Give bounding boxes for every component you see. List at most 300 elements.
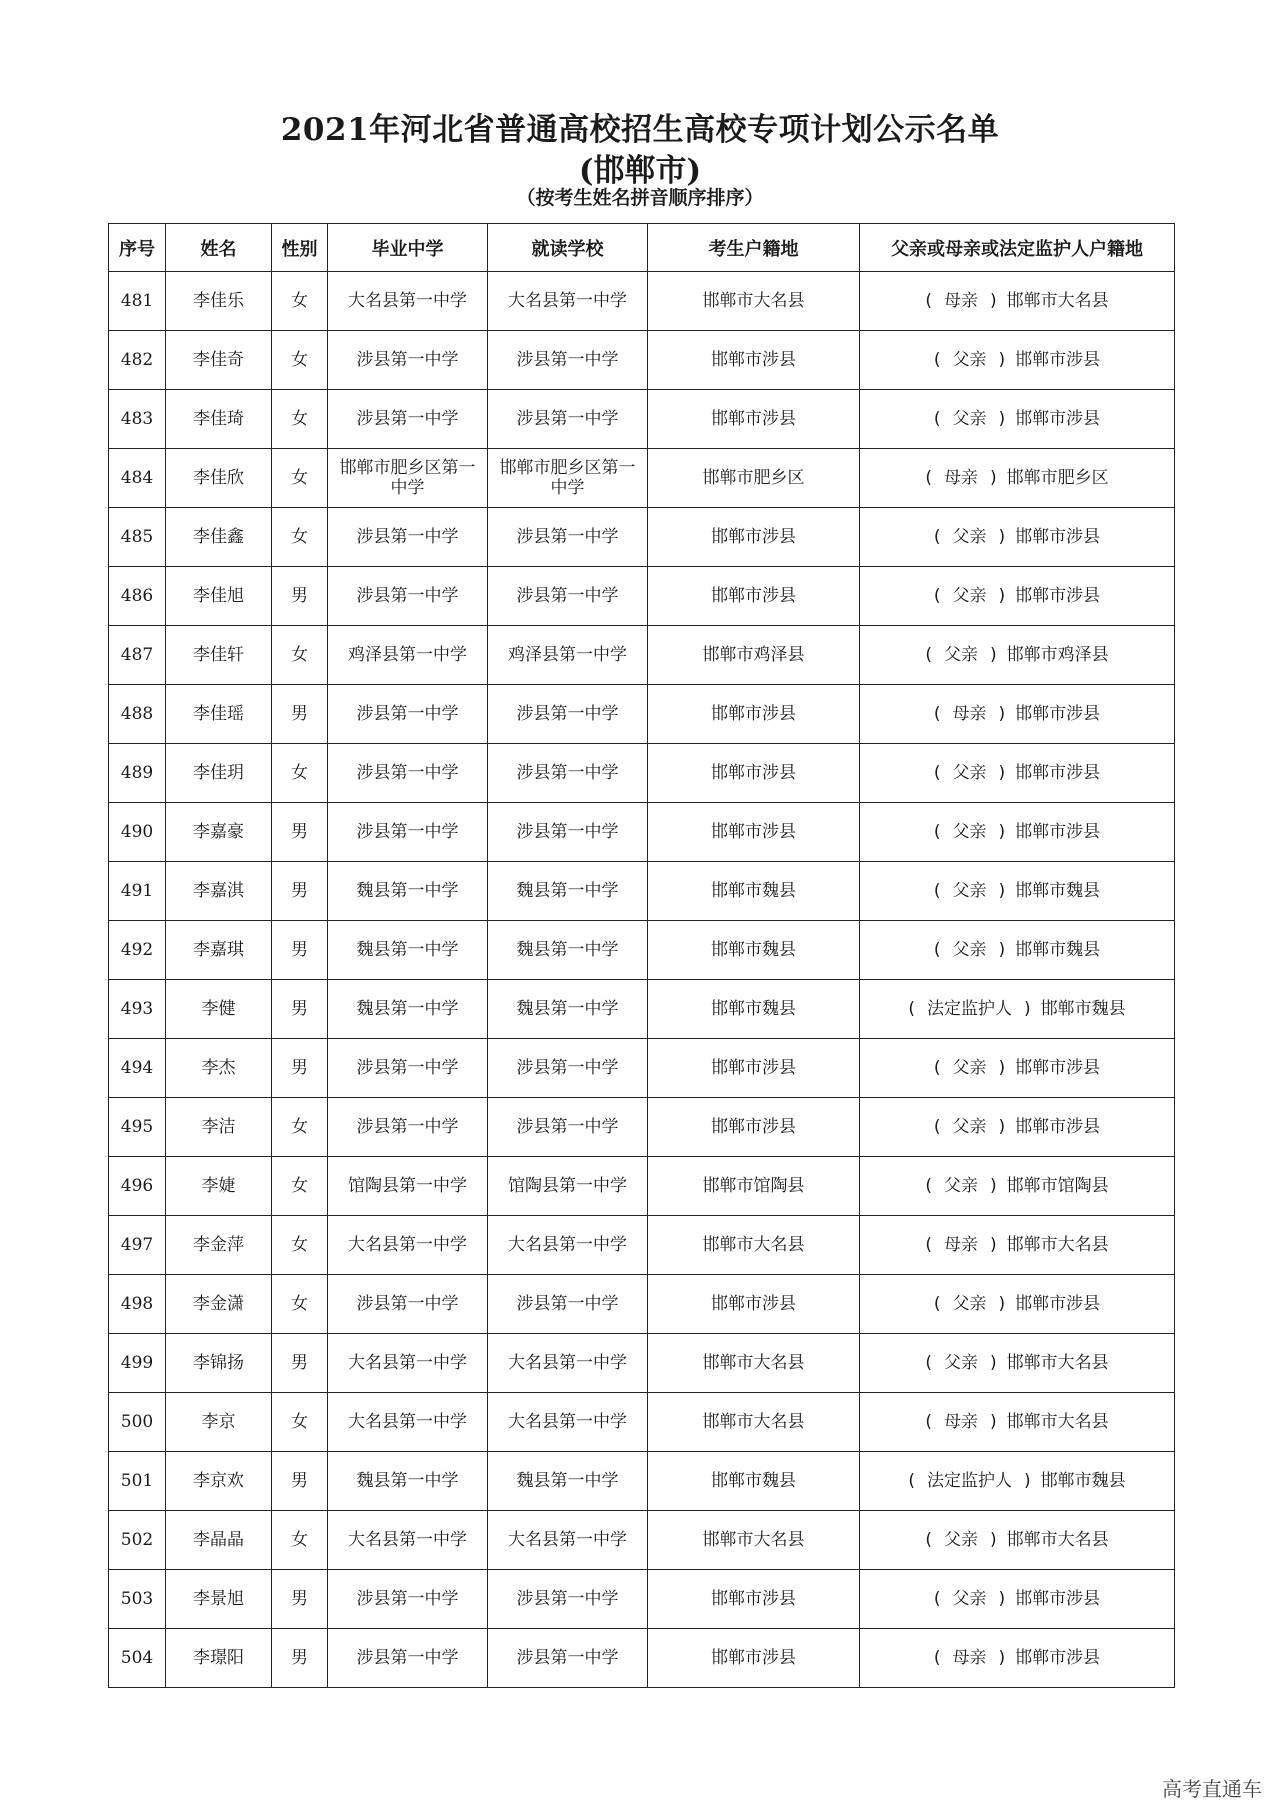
cell-hukou: 邯郸市涉县 [648, 1629, 860, 1688]
cell-hukou: 邯郸市涉县 [648, 1098, 860, 1157]
guardian-hukou: 邯郸市大名县 [1006, 291, 1109, 311]
guardian-hukou: 邯郸市魏县 [1015, 881, 1101, 901]
cell-no: 504 [109, 1629, 166, 1688]
paren-close: ) [990, 1412, 997, 1432]
guardian-hukou: 邯郸市大名县 [1006, 1412, 1109, 1432]
cell-hukou: 邯郸市大名县 [648, 1393, 860, 1452]
cell-name: 李景旭 [166, 1570, 272, 1629]
cell-name: 李京欢 [166, 1452, 272, 1511]
guardian-hukou: 邯郸市肥乡区 [1006, 468, 1109, 488]
cell-hukou: 邯郸市魏县 [648, 862, 860, 921]
cell-guardian [860, 1393, 1175, 1452]
table-row [109, 980, 1175, 1039]
paren-open: ( [933, 1589, 941, 1609]
col-header-guardian-hukou: 父亲或母亲或法定监护人户籍地 [860, 224, 1175, 272]
cell-guardian [860, 980, 1175, 1039]
guardian-hukou: 邯郸市大名县 [1006, 1530, 1109, 1550]
cell-guardian [860, 567, 1175, 626]
guardian-hukou: 邯郸市涉县 [1015, 527, 1101, 547]
cell-guardian [860, 685, 1175, 744]
paren-close: ) [990, 1530, 997, 1550]
paren-open: ( [933, 409, 941, 429]
guardian-hukou: 邯郸市涉县 [1015, 1117, 1101, 1137]
paren-close: ) [998, 940, 1006, 960]
cell-gender: 女 [272, 1275, 328, 1334]
guardian-hukou: 邯郸市涉县 [1015, 763, 1101, 783]
cell-current-school: 涉县第一中学 [488, 1275, 648, 1334]
table-row [109, 626, 1175, 685]
cell-no: 482 [109, 331, 166, 390]
cell-current-school: 馆陶县第一中学 [488, 1157, 648, 1216]
cell-name: 李晶晶 [166, 1511, 272, 1570]
cell-current-school: 魏县第一中学 [488, 1452, 648, 1511]
paren-close: ) [990, 1176, 997, 1196]
cell-grad-school: 大名县第一中学 [328, 1511, 488, 1570]
cell-no: 485 [109, 508, 166, 567]
cell-guardian [860, 449, 1175, 508]
cell-current-school: 涉县第一中学 [488, 1039, 648, 1098]
cell-grad-school: 邯郸市肥乡区第一中学 [328, 449, 488, 508]
cell-no: 487 [109, 626, 166, 685]
cell-current-school: 涉县第一中学 [488, 1098, 648, 1157]
cell-gender: 男 [272, 1570, 328, 1629]
cell-hukou: 邯郸市涉县 [648, 567, 860, 626]
guardian-type: 父亲 [952, 822, 987, 842]
cell-current-school: 涉县第一中学 [488, 803, 648, 862]
col-header-name: 姓名 [166, 224, 272, 272]
cell-name: 李嘉淇 [166, 862, 272, 921]
guardian-hukou: 邯郸市大名县 [1006, 1353, 1109, 1373]
cell-no: 501 [109, 1452, 166, 1511]
cell-grad-school: 馆陶县第一中学 [328, 1157, 488, 1216]
document-title: 2021年河北省普通高校招生高校专项计划公示名单 [280, 112, 1000, 148]
guardian-type: 父亲 [952, 586, 987, 606]
cell-hukou: 邯郸市涉县 [648, 744, 860, 803]
paren-close: ) [998, 527, 1006, 547]
cell-grad-school: 大名县第一中学 [328, 1334, 488, 1393]
guardian-type: 父亲 [952, 409, 987, 429]
paren-close: ) [990, 1235, 997, 1255]
cell-name: 李佳琦 [166, 390, 272, 449]
guardian-type: 父亲 [952, 1058, 987, 1078]
cell-no: 496 [109, 1157, 166, 1216]
paren-open: ( [925, 1176, 932, 1196]
cell-grad-school: 涉县第一中学 [328, 744, 488, 803]
cell-name: 李佳旭 [166, 567, 272, 626]
paren-open: ( [933, 881, 941, 901]
cell-no: 488 [109, 685, 166, 744]
paren-close: ) [998, 881, 1006, 901]
table-row [109, 1570, 1175, 1629]
cell-current-school: 魏县第一中学 [488, 862, 648, 921]
paren-close: ) [998, 586, 1006, 606]
guardian-type: 父亲 [944, 1353, 978, 1373]
guardian-type: 母亲 [952, 704, 987, 724]
cell-name: 李嘉豪 [166, 803, 272, 862]
cell-no: 483 [109, 390, 166, 449]
cell-name: 李佳欣 [166, 449, 272, 508]
guardian-type: 父亲 [944, 1176, 978, 1196]
col-header-grad-school: 毕业中学 [328, 224, 488, 272]
cell-no: 492 [109, 921, 166, 980]
paren-open: ( [925, 291, 932, 311]
table-row [109, 272, 1175, 331]
cell-no: 484 [109, 449, 166, 508]
guardian-hukou: 邯郸市涉县 [1015, 350, 1101, 370]
guardian-hukou: 邯郸市涉县 [1015, 586, 1101, 606]
cell-no: 489 [109, 744, 166, 803]
cell-no: 481 [109, 272, 166, 331]
cell-gender: 男 [272, 1452, 328, 1511]
table-header-row [109, 224, 1175, 272]
cell-gender: 男 [272, 921, 328, 980]
cell-hukou: 邯郸市涉县 [648, 508, 860, 567]
paren-close: ) [998, 763, 1006, 783]
cell-name: 李璟阳 [166, 1629, 272, 1688]
paren-close: ) [990, 468, 997, 488]
paren-open: ( [908, 999, 915, 1019]
cell-grad-school: 涉县第一中学 [328, 1039, 488, 1098]
cell-guardian [860, 1275, 1175, 1334]
table-row [109, 1039, 1175, 1098]
guardian-type: 父亲 [952, 350, 987, 370]
cell-gender: 女 [272, 1511, 328, 1570]
cell-hukou: 邯郸市魏县 [648, 921, 860, 980]
guardian-hukou: 邯郸市魏县 [1015, 940, 1101, 960]
cell-guardian [860, 1570, 1175, 1629]
cell-current-school: 涉县第一中学 [488, 1629, 648, 1688]
paren-close: ) [998, 409, 1006, 429]
paren-open: ( [925, 1353, 932, 1373]
paren-open: ( [925, 468, 932, 488]
cell-grad-school: 大名县第一中学 [328, 272, 488, 331]
guardian-type: 父亲 [952, 1589, 987, 1609]
guardian-hukou: 邯郸市魏县 [1040, 999, 1126, 1019]
guardian-type: 父亲 [952, 527, 987, 547]
cell-grad-school: 魏县第一中学 [328, 1452, 488, 1511]
paren-open: ( [933, 763, 941, 783]
cell-hukou: 邯郸市大名县 [648, 1334, 860, 1393]
paren-open: ( [933, 586, 941, 606]
guardian-hukou: 邯郸市涉县 [1015, 1294, 1101, 1314]
cell-gender: 男 [272, 1629, 328, 1688]
cell-name: 李佳瑶 [166, 685, 272, 744]
paren-open: ( [933, 704, 941, 724]
guardian-type: 母亲 [944, 468, 978, 488]
cell-name: 李婕 [166, 1157, 272, 1216]
cell-current-school: 鸡泽县第一中学 [488, 626, 648, 685]
document-subtitle: (邯郸市) [578, 153, 702, 189]
cell-guardian [860, 921, 1175, 980]
table-row [109, 685, 1175, 744]
guardian-type: 父亲 [952, 940, 987, 960]
cell-grad-school: 大名县第一中学 [328, 1393, 488, 1452]
table-row [109, 1098, 1175, 1157]
paren-close: ) [990, 291, 997, 311]
cell-hukou: 邯郸市肥乡区 [648, 449, 860, 508]
cell-no: 498 [109, 1275, 166, 1334]
cell-grad-school: 魏县第一中学 [328, 862, 488, 921]
paren-open: ( [933, 527, 941, 547]
table-row [109, 449, 1175, 508]
guardian-hukou: 邯郸市鸡泽县 [1006, 645, 1109, 665]
cell-name: 李佳轩 [166, 626, 272, 685]
paren-close: ) [998, 1058, 1006, 1078]
cell-hukou: 邯郸市涉县 [648, 1275, 860, 1334]
cell-gender: 女 [272, 272, 328, 331]
cell-name: 李佳乐 [166, 272, 272, 331]
cell-no: 491 [109, 862, 166, 921]
cell-grad-school: 涉县第一中学 [328, 1098, 488, 1157]
paren-open: ( [925, 645, 932, 665]
cell-current-school: 涉县第一中学 [488, 744, 648, 803]
cell-name: 李金萍 [166, 1216, 272, 1275]
paren-open: ( [925, 1235, 932, 1255]
cell-grad-school: 魏县第一中学 [328, 980, 488, 1039]
guardian-type: 父亲 [952, 881, 987, 901]
cell-no: 493 [109, 980, 166, 1039]
cell-hukou: 邯郸市魏县 [648, 980, 860, 1039]
guardian-type: 父亲 [952, 1117, 987, 1137]
table-row [109, 744, 1175, 803]
cell-grad-school: 涉县第一中学 [328, 390, 488, 449]
cell-gender: 女 [272, 331, 328, 390]
cell-current-school: 魏县第一中学 [488, 980, 648, 1039]
paren-open: ( [933, 1648, 941, 1668]
cell-guardian [860, 1039, 1175, 1098]
guardian-hukou: 邯郸市涉县 [1015, 1648, 1101, 1668]
guardian-type: 法定监护人 [927, 1471, 1012, 1491]
guardian-hukou: 邯郸市魏县 [1040, 1471, 1126, 1491]
cell-gender: 女 [272, 1216, 328, 1275]
cell-no: 503 [109, 1570, 166, 1629]
guardian-type: 父亲 [952, 1294, 987, 1314]
roster-table [108, 223, 1175, 1688]
cell-hukou: 邯郸市涉县 [648, 685, 860, 744]
cell-gender: 女 [272, 1157, 328, 1216]
table-row [109, 921, 1175, 980]
table-row [109, 567, 1175, 626]
cell-grad-school: 鸡泽县第一中学 [328, 626, 488, 685]
paren-close: ) [1024, 999, 1031, 1019]
cell-gender: 女 [272, 390, 328, 449]
cell-grad-school: 涉县第一中学 [328, 331, 488, 390]
guardian-type: 母亲 [944, 1412, 978, 1432]
cell-grad-school: 涉县第一中学 [328, 803, 488, 862]
watermark-text: 高考直通车 [1162, 1777, 1262, 1801]
cell-guardian [860, 1098, 1175, 1157]
cell-hukou: 邯郸市大名县 [648, 1511, 860, 1570]
table-row [109, 390, 1175, 449]
guardian-hukou: 邯郸市涉县 [1015, 822, 1101, 842]
guardian-type: 父亲 [944, 1530, 978, 1550]
cell-gender: 男 [272, 567, 328, 626]
cell-gender: 女 [272, 449, 328, 508]
cell-grad-school: 涉县第一中学 [328, 1629, 488, 1688]
cell-guardian [860, 331, 1175, 390]
guardian-hukou: 邯郸市馆陶县 [1006, 1176, 1109, 1196]
cell-no: 499 [109, 1334, 166, 1393]
paren-open: ( [925, 1412, 932, 1432]
table-row [109, 1157, 1175, 1216]
cell-name: 李健 [166, 980, 272, 1039]
paren-close: ) [998, 704, 1006, 724]
cell-name: 李锦扬 [166, 1334, 272, 1393]
cell-no: 495 [109, 1098, 166, 1157]
cell-hukou: 邯郸市魏县 [648, 1452, 860, 1511]
cell-current-school: 邯郸市肥乡区第一中学 [488, 449, 648, 508]
cell-guardian [860, 744, 1175, 803]
cell-guardian [860, 862, 1175, 921]
guardian-type: 法定监护人 [927, 999, 1012, 1019]
paren-close: ) [998, 822, 1006, 842]
paren-open: ( [933, 1117, 941, 1137]
cell-hukou: 邯郸市鸡泽县 [648, 626, 860, 685]
guardian-hukou: 邯郸市涉县 [1015, 704, 1101, 724]
cell-hukou: 邯郸市涉县 [648, 331, 860, 390]
cell-no: 486 [109, 567, 166, 626]
table-row [109, 331, 1175, 390]
guardian-hukou: 邯郸市涉县 [1015, 1058, 1101, 1078]
paren-close: ) [998, 1589, 1006, 1609]
cell-no: 490 [109, 803, 166, 862]
cell-name: 李佳鑫 [166, 508, 272, 567]
paren-close: ) [998, 1648, 1006, 1668]
cell-grad-school: 涉县第一中学 [328, 508, 488, 567]
col-header-hukou: 考生户籍地 [648, 224, 860, 272]
cell-no: 494 [109, 1039, 166, 1098]
cell-no: 500 [109, 1393, 166, 1452]
cell-current-school: 大名县第一中学 [488, 1334, 648, 1393]
cell-current-school: 涉县第一中学 [488, 567, 648, 626]
cell-current-school: 大名县第一中学 [488, 1216, 648, 1275]
cell-guardian [860, 272, 1175, 331]
paren-close: ) [990, 1353, 997, 1373]
guardian-type: 父亲 [952, 763, 987, 783]
paren-close: ) [1024, 1471, 1031, 1491]
cell-gender: 女 [272, 508, 328, 567]
cell-gender: 女 [272, 1098, 328, 1157]
cell-guardian [860, 508, 1175, 567]
cell-hukou: 邯郸市涉县 [648, 390, 860, 449]
col-header-no: 序号 [109, 224, 166, 272]
cell-gender: 男 [272, 685, 328, 744]
table-row [109, 862, 1175, 921]
cell-gender: 男 [272, 980, 328, 1039]
paren-open: ( [908, 1471, 915, 1491]
cell-name: 李金潇 [166, 1275, 272, 1334]
guardian-hukou: 邯郸市涉县 [1015, 409, 1101, 429]
cell-guardian [860, 1452, 1175, 1511]
cell-name: 李京 [166, 1393, 272, 1452]
cell-gender: 男 [272, 862, 328, 921]
cell-guardian [860, 1157, 1175, 1216]
cell-name: 李嘉琪 [166, 921, 272, 980]
paren-open: ( [933, 1294, 941, 1314]
table-row [109, 1334, 1175, 1393]
cell-name: 李洁 [166, 1098, 272, 1157]
cell-current-school: 涉县第一中学 [488, 1570, 648, 1629]
paren-close: ) [998, 350, 1006, 370]
cell-guardian [860, 1216, 1175, 1275]
col-header-current-school: 就读学校 [488, 224, 648, 272]
cell-grad-school: 魏县第一中学 [328, 921, 488, 980]
guardian-type: 父亲 [944, 645, 978, 665]
paren-open: ( [933, 350, 941, 370]
table-row [109, 508, 1175, 567]
guardian-hukou: 邯郸市涉县 [1015, 1589, 1101, 1609]
col-header-gender: 性别 [272, 224, 328, 272]
paren-open: ( [933, 1058, 941, 1078]
cell-guardian [860, 626, 1175, 685]
paren-open: ( [925, 1530, 932, 1550]
cell-hukou: 邯郸市大名县 [648, 272, 860, 331]
cell-gender: 女 [272, 744, 328, 803]
cell-guardian [860, 803, 1175, 862]
paren-close: ) [998, 1294, 1006, 1314]
cell-gender: 男 [272, 803, 328, 862]
cell-current-school: 大名县第一中学 [488, 1511, 648, 1570]
cell-current-school: 涉县第一中学 [488, 331, 648, 390]
cell-hukou: 邯郸市涉县 [648, 1039, 860, 1098]
table-row [109, 1393, 1175, 1452]
cell-gender: 男 [272, 1039, 328, 1098]
paren-open: ( [933, 940, 941, 960]
cell-current-school: 涉县第一中学 [488, 508, 648, 567]
guardian-type: 母亲 [944, 291, 978, 311]
cell-gender: 女 [272, 626, 328, 685]
cell-guardian [860, 390, 1175, 449]
paren-open: ( [933, 822, 941, 842]
cell-hukou: 邯郸市涉县 [648, 803, 860, 862]
table-body [109, 272, 1175, 1688]
cell-current-school: 魏县第一中学 [488, 921, 648, 980]
cell-grad-school: 涉县第一中学 [328, 1275, 488, 1334]
cell-guardian [860, 1334, 1175, 1393]
cell-no: 502 [109, 1511, 166, 1570]
cell-current-school: 大名县第一中学 [488, 1393, 648, 1452]
paren-close: ) [998, 1117, 1006, 1137]
guardian-type: 母亲 [952, 1648, 987, 1668]
cell-name: 李佳玥 [166, 744, 272, 803]
cell-guardian [860, 1629, 1175, 1688]
cell-current-school: 涉县第一中学 [488, 685, 648, 744]
guardian-hukou: 邯郸市大名县 [1006, 1235, 1109, 1255]
cell-gender: 男 [272, 1334, 328, 1393]
cell-current-school: 涉县第一中学 [488, 390, 648, 449]
cell-grad-school: 涉县第一中学 [328, 567, 488, 626]
table-row [109, 803, 1175, 862]
table-row [109, 1216, 1175, 1275]
cell-hukou: 邯郸市大名县 [648, 1216, 860, 1275]
cell-grad-school: 涉县第一中学 [328, 1570, 488, 1629]
table-row [109, 1275, 1175, 1334]
sort-note: （按考生姓名拼音顺序排序） [516, 187, 764, 209]
cell-guardian [860, 1511, 1175, 1570]
cell-grad-school: 大名县第一中学 [328, 1216, 488, 1275]
cell-hukou: 邯郸市馆陶县 [648, 1157, 860, 1216]
table-row [109, 1452, 1175, 1511]
table-row [109, 1511, 1175, 1570]
cell-current-school: 大名县第一中学 [488, 272, 648, 331]
table-row [109, 1629, 1175, 1688]
paren-close: ) [990, 645, 997, 665]
cell-name: 李杰 [166, 1039, 272, 1098]
guardian-type: 母亲 [944, 1235, 978, 1255]
cell-name: 李佳奇 [166, 331, 272, 390]
cell-grad-school: 涉县第一中学 [328, 685, 488, 744]
cell-gender: 女 [272, 1393, 328, 1452]
